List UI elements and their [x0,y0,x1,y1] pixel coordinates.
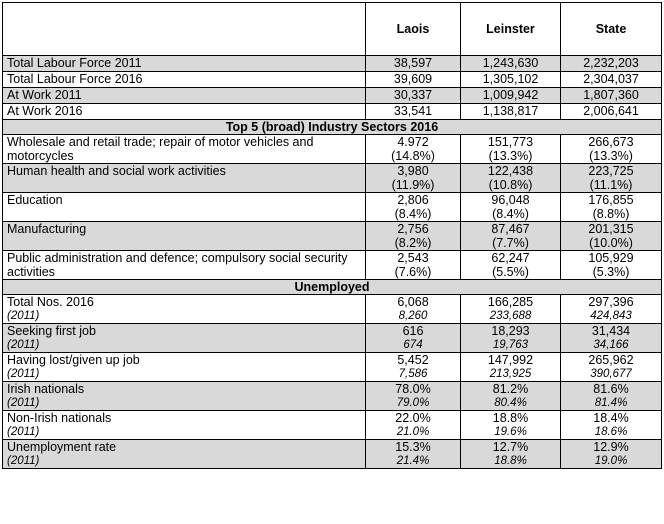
previous-value: 81.4% [594,397,628,409]
row-label: Wholesale and retail trade; repair of motor vehicles and motorcycles [3,135,366,164]
row-label: Total Labour Force 2011 [3,56,366,72]
value-laois [366,251,461,280]
section-heading-row [3,280,662,295]
table-row [3,324,662,353]
table-row [3,295,662,324]
value-state [561,193,662,222]
count: 105,929 [588,251,634,265]
percent: (11.1%) [589,178,633,192]
row-label: Irish nationals [7,382,85,396]
value-state [561,324,662,353]
count: 96,048 [491,193,530,207]
value-state [561,440,662,469]
previous-value: 34,166 [593,339,629,351]
value-leinster [461,135,561,164]
previous-value: 18.8% [494,455,527,467]
previous-value: 390,677 [590,368,632,380]
table-row [3,88,662,104]
count: 62,247 [491,251,530,265]
row-label-cell [3,295,366,324]
percent: (7.7%) [492,236,529,250]
row-label-cell [3,324,366,353]
row-label: Manufacturing [3,222,366,251]
current-value: 265,962 [588,353,634,367]
value-leinster: 1,138,817 [461,104,561,120]
count: 223,725 [588,164,634,178]
value-laois [366,324,461,353]
table-row [3,411,662,440]
current-value: 15.3% [395,440,431,454]
row-label: At Work 2016 [3,104,366,120]
header-laois: Laois [366,3,461,56]
value-state: 2,006,641 [561,104,662,120]
value-state [561,295,662,324]
row-label: Total Labour Force 2016 [3,72,366,88]
value-leinster [461,440,561,469]
percent: (5.3%) [592,265,630,279]
previous-value: 80.4% [494,397,527,409]
row-sublabel: (2011) [7,397,40,409]
current-value: 12.9% [593,440,629,454]
current-value: 166,285 [487,295,534,309]
unemployed-heading: Unemployed [3,280,662,295]
row-label: Seeking first job [7,324,96,338]
current-value: 81.2% [492,382,529,396]
row-label: Human health and social work activities [3,164,366,193]
previous-value: 19,763 [492,339,529,351]
previous-value: 21.0% [396,426,430,438]
percent: (8.4%) [394,207,432,221]
row-label: Total Nos. 2016 [7,295,94,309]
current-value: 12.7% [492,440,529,454]
previous-value: 674 [403,339,423,351]
row-sublabel: (2011) [7,426,40,438]
previous-value: 79.0% [396,397,430,409]
row-label-cell [3,440,366,469]
table-row [3,135,662,164]
value-leinster [461,324,561,353]
header-leinster: Leinster [461,3,561,56]
row-sublabel: (2011) [7,310,40,322]
table-row [3,382,662,411]
row-sublabel: (2011) [7,455,40,467]
count: 2,543 [397,251,429,265]
header-state: State [561,3,662,56]
row-sublabel: (2011) [7,368,40,380]
table-row [3,440,662,469]
percent: (5.5%) [492,265,529,279]
table-row [3,353,662,382]
row-label: Public administration and defence; compulsory social security activities [3,251,366,280]
value-state [561,251,662,280]
percent: (13.3%) [488,149,533,163]
count: 87,467 [491,222,530,236]
value-state: 2,304,037 [561,72,662,88]
count: 3,980 [397,164,429,178]
row-label: Having lost/given up job [7,353,140,367]
previous-value: 7,586 [398,368,428,380]
row-sublabel: (2011) [7,339,40,351]
percent: (7.6%) [394,265,432,279]
current-value: 5,452 [397,353,429,367]
table-row [3,222,662,251]
current-value: 616 [402,324,424,338]
current-value: 78.0% [395,382,431,396]
row-label: Unemployment rate [7,440,117,454]
current-value: 81.6% [593,382,629,396]
current-value: 147,992 [487,353,534,367]
value-state: 2,232,203 [561,56,662,72]
value-laois [366,382,461,411]
value-laois [366,222,461,251]
count: 4.972 [397,135,429,149]
previous-value: 8,260 [398,310,428,322]
labour-force-table [2,2,662,469]
table-row [3,72,662,88]
previous-value: 21.4% [396,455,430,467]
row-label: Education [3,193,366,222]
current-value: 297,396 [588,295,634,309]
previous-value: 233,688 [489,310,532,322]
percent: (8.8%) [592,207,630,221]
value-state [561,382,662,411]
value-laois: 39,609 [366,72,461,88]
section-heading-row [3,120,662,135]
previous-value: 19.0% [594,455,628,467]
value-laois: 30,337 [366,88,461,104]
value-leinster [461,353,561,382]
value-state [561,222,662,251]
value-state [561,353,662,382]
count: 122,438 [487,164,534,178]
count: 2,806 [397,193,429,207]
percent: (10.8%) [488,178,533,192]
value-leinster [461,222,561,251]
value-state [561,135,662,164]
row-label-cell [3,411,366,440]
header-row [3,3,662,56]
previous-value: 18.6% [594,426,628,438]
table-row [3,193,662,222]
value-laois [366,411,461,440]
value-laois [366,440,461,469]
statistics-table-container [2,2,662,469]
header-blank-cell [3,3,366,56]
row-label: Non-Irish nationals [7,411,112,425]
table-row [3,164,662,193]
current-value: 6,068 [397,295,429,309]
current-value: 31,434 [591,324,631,338]
value-laois [366,295,461,324]
value-leinster: 1,243,630 [461,56,561,72]
value-leinster [461,193,561,222]
value-leinster [461,411,561,440]
value-state [561,164,662,193]
value-leinster [461,295,561,324]
row-label-cell [3,382,366,411]
table-row [3,251,662,280]
previous-value: 213,925 [489,368,532,380]
value-laois [366,164,461,193]
current-value: 18,293 [491,324,530,338]
value-laois [366,353,461,382]
current-value: 18.8% [492,411,529,425]
count: 2,756 [397,222,429,236]
value-leinster: 1,009,942 [461,88,561,104]
value-leinster: 1,305,102 [461,72,561,88]
percent: (10.0%) [589,236,633,250]
count: 151,773 [487,135,534,149]
value-laois: 33,541 [366,104,461,120]
count: 176,855 [588,193,634,207]
previous-value: 424,843 [590,310,632,322]
value-laois: 38,597 [366,56,461,72]
previous-value: 19.6% [494,426,527,438]
value-laois [366,193,461,222]
value-leinster [461,382,561,411]
row-label: At Work 2011 [3,88,366,104]
table-row [3,104,662,120]
value-state [561,411,662,440]
percent: (14.8%) [391,149,435,163]
current-value: 22.0% [395,411,431,425]
sectors-heading: Top 5 (broad) Industry Sectors 2016 [3,120,662,135]
value-leinster [461,164,561,193]
percent: (13.3%) [589,149,633,163]
count: 201,315 [588,222,634,236]
count: 266,673 [588,135,634,149]
table-row [3,56,662,72]
current-value: 18.4% [593,411,629,425]
value-laois [366,135,461,164]
percent: (8.2%) [394,236,432,250]
percent: (11.9%) [391,178,435,192]
percent: (8.4%) [492,207,529,221]
row-label-cell [3,353,366,382]
value-leinster [461,251,561,280]
value-state: 1,807,360 [561,88,662,104]
